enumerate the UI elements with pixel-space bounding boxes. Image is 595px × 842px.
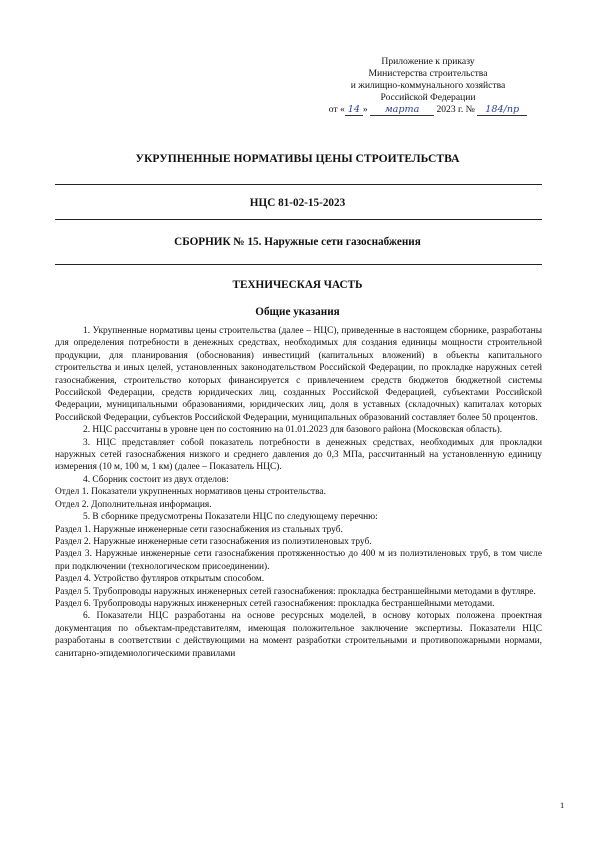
handwritten-day: 14 [345,105,363,116]
body-text [55,325,542,660]
collection-title: СБОРНИК № 15. Наружные сети газоснабжения [174,236,421,248]
technical-title: ТЕХНИЧЕСКАЯ ЧАСТЬ [232,279,363,291]
approval-line-4: Российской Федерации [380,92,476,103]
paragraph-1: 1. Укрупненные нормативы цены строительства (далее – НЦС), приведенные в настоящем сборнике, разработаны для определения потребности в денежных средствах, необходимых для создания единицы мощности строительной продукции, для планирования (обоснования) инвестиций (капитальных вложений) в объекты капитального строительства и иных целей, установленных законодательством Российской Федерации, по прокладке наружных сетей газоснабжения, строительство которых финансируется с привлечением средств бюджетов бюджетной системы Российской Федерации, средств юридических лиц, созданных Российской Федерацией, субъектами Российской Федерации, муниципальными образованиями, юридических лиц, доля в уставных (складочных) капиталах которых Российской Федерации, субъектов Российской Федерации, муниципальных образований составляет более 50 процентов. [55,326,542,423]
approval-line-1: Приложение к приказу [381,56,475,67]
divider-1 [55,184,542,185]
list-item-1: Раздел 1. Наружные инженерные сети газоснабжения из стальных труб. [55,524,343,535]
code-title: НЦС 81-02-15-2023 [249,197,346,209]
general-title: Общие указания [255,306,340,318]
list-item-2: Раздел 2. Наружные инженерные сети газоснабжения из полиэтиленовых труб. [55,536,372,547]
approval-block [318,56,538,116]
list-item-5: Раздел 5. Трубопроводы наружных инженерных сетей газоснабжения: прокладка бестраншейными методами в футляре. [55,586,536,597]
page-number: 1 [560,800,565,810]
paragraph-2: 2. НЦС рассчитаны в уровне цен по состоянию на 01.01.2023 для базового района (Московская область). [83,425,503,436]
paragraph-5: 5. В сборнике предусмотрены Показатели НЦС по следующему перечню: [83,512,378,523]
handwritten-month: марта [370,105,434,116]
approval-line-3: и жилищно-коммунального хозяйства [350,80,506,91]
paragraph-6: 6. Показатели НЦС разработаны на основе ресурсных моделей, в основу которых положена проектная документация по объектам-представителям, имеющая положительное заключение экспертизы. Показатели НЦС разработаны в соответствии с действующими на момент разработки строительными и противопожарными нормами, санитарно-эпидемиологическими правилами [55,611,542,659]
approval-line-2: Министерства строительства [368,68,488,79]
main-title: УКРУПНЕННЫЕ НОРМАТИВЫ ЦЕНЫ СТРОИТЕЛЬСТВА [135,152,460,165]
divider-3 [55,264,542,265]
section-item-2: Отдел 2. Дополнительная информация. [55,499,212,510]
approval-date-line [318,104,538,116]
date-prefix: от « [328,104,345,115]
divider-2 [55,219,542,220]
date-mid: » [362,104,368,115]
list-item-6: Раздел 6. Трубопроводы наружных инженерных сетей газоснабжения: прокладка бестраншейными методами. [55,598,495,609]
paragraph-4: 4. Сборник состоит из двух отделов: [83,474,229,485]
list-item-4: Раздел 4. Устройство футляров открытым способом. [55,574,265,585]
paragraph-3: 3. НЦС представляет собой показатель потребности в денежных средствах, необходимых для прокладки наружных сетей газоснабжения низкого и среднего давления до 0,3 МПа, рассчитанный на установленную единицу измерения (10 м, 100 м, 1 км) (далее – Показатель НЦС). [55,437,542,473]
date-year: 2023 г. № [436,104,475,115]
list-item-3: Раздел 3. Наружные инженерные сети газоснабжения протяженностью до 400 м из полиэтиленовых труб, в том числе при подключении (технологическом присоединении). [55,549,542,572]
handwritten-number: 184/пр [477,105,527,116]
section-item-1: Отдел 1. Показатели укрупненных нормативов цены строительства. [55,487,326,498]
